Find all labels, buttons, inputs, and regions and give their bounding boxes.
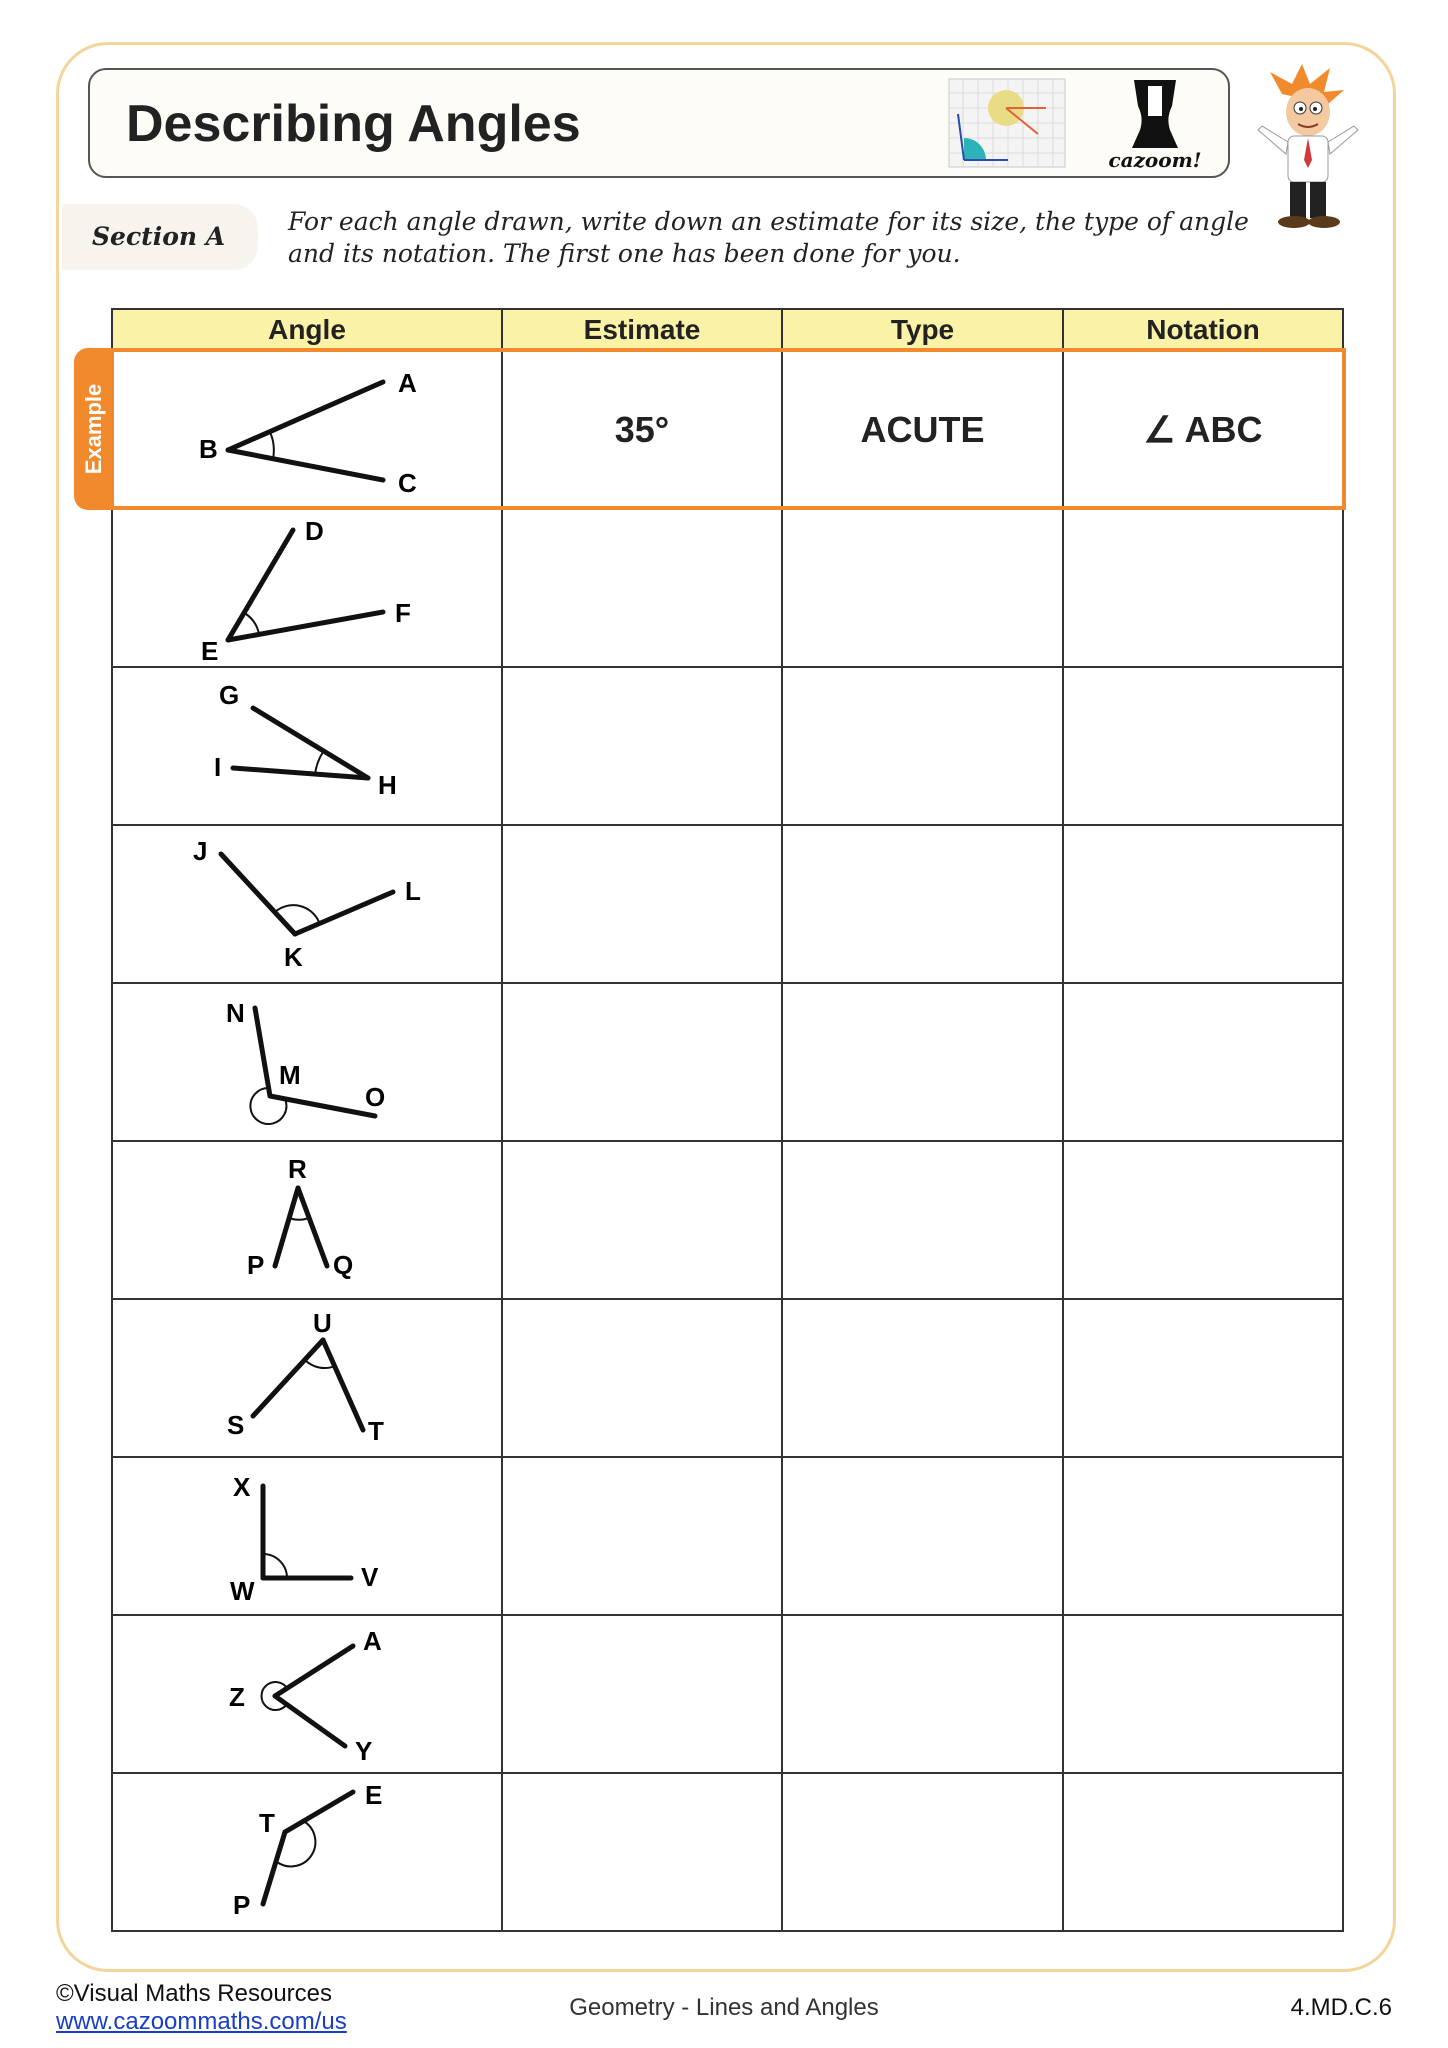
instructions-text: For each angle drawn, write down an estimate for its size, the type of angle and its notation. The first one has been done for you. <box>288 207 1249 268</box>
notation-answer-cell[interactable] <box>1063 1615 1343 1773</box>
example-notation: ∠ ABC <box>1063 351 1343 509</box>
point-label: R <box>288 1154 307 1184</box>
point-label: M <box>279 1060 301 1090</box>
table-row <box>112 983 1343 1141</box>
estimate-answer-cell[interactable] <box>502 1615 782 1773</box>
angle-drawing-cell <box>112 1773 502 1931</box>
point-label: Z <box>229 1682 245 1712</box>
angles-table <box>111 308 1344 1932</box>
angle-etp-diagram <box>113 1774 503 1930</box>
angle-drawing-cell <box>112 509 502 667</box>
cazoom-logo <box>1100 78 1210 172</box>
angle-drawing-cell <box>112 1141 502 1299</box>
example-tab-label: Example <box>81 383 106 475</box>
title-banner <box>88 68 1230 178</box>
point-label: O <box>365 1082 386 1112</box>
point-label: S <box>227 1410 245 1440</box>
point-label: E <box>201 636 219 666</box>
example-type: ACUTE <box>782 351 1063 509</box>
angle-drawing-cell <box>112 1299 502 1457</box>
angle-xwv-diagram <box>113 1458 503 1614</box>
notation-answer-cell[interactable] <box>1063 825 1343 983</box>
estimate-answer-cell[interactable] <box>502 1457 782 1615</box>
column-header-estimate: Estimate <box>502 309 782 351</box>
angle-def-diagram <box>113 510 503 666</box>
type-answer-cell[interactable] <box>782 1615 1063 1773</box>
point-label: A <box>398 368 417 398</box>
angle-rpq-diagram <box>113 1142 503 1298</box>
angle-drawing-cell <box>112 667 502 825</box>
point-label: C <box>398 468 417 498</box>
point-label: P <box>247 1250 265 1280</box>
copyright-text: ©Visual Maths Resources <box>56 1980 333 2007</box>
angle-nmo-diagram <box>113 984 503 1140</box>
column-header-angle: Angle <box>112 309 502 351</box>
table-row <box>112 667 1343 825</box>
type-answer-cell[interactable] <box>782 1299 1063 1457</box>
table-row <box>112 1457 1343 1615</box>
type-answer-cell[interactable] <box>782 983 1063 1141</box>
type-answer-cell[interactable] <box>782 1457 1063 1615</box>
table-row <box>112 825 1343 983</box>
point-label: N <box>226 998 245 1028</box>
angle-drawing-cell <box>112 1457 502 1615</box>
point-label: F <box>395 598 411 628</box>
notation-answer-cell[interactable] <box>1063 667 1343 825</box>
type-answer-cell[interactable] <box>782 1141 1063 1299</box>
table-row <box>112 1299 1343 1457</box>
section-label: Section A <box>62 204 258 270</box>
angle-drawing-cell <box>112 825 502 983</box>
point-label: H <box>378 770 397 800</box>
point-label: A <box>363 1626 382 1656</box>
angle-drawing-cell <box>112 1615 502 1773</box>
notation-answer-cell[interactable] <box>1063 1141 1343 1299</box>
angle-ust-diagram <box>113 1300 503 1456</box>
point-label: X <box>233 1472 251 1502</box>
angles-graphic-icon <box>948 78 1066 168</box>
point-label: T <box>368 1416 384 1446</box>
table-row <box>112 509 1343 667</box>
estimate-answer-cell[interactable] <box>502 509 782 667</box>
point-label: P <box>233 1890 251 1920</box>
example-tab <box>74 348 114 510</box>
type-answer-cell[interactable] <box>782 509 1063 667</box>
angle-ghi-diagrams <box>113 668 503 824</box>
point-label: Q <box>333 1250 354 1280</box>
footer-standard-code: 4.MD.C.6 <box>1290 1994 1392 2021</box>
example-estimate: 35° <box>502 351 782 509</box>
point-label: L <box>405 876 421 906</box>
estimate-answer-cell[interactable] <box>502 1773 782 1931</box>
angle-drawing-cell <box>112 983 502 1141</box>
website-link[interactable]: www.cazoommaths.com/us <box>56 2008 347 2035</box>
page-title: Describing Angles <box>126 95 581 153</box>
notation-answer-cell[interactable] <box>1063 983 1343 1141</box>
notation-answer-cell[interactable] <box>1063 1299 1343 1457</box>
estimate-answer-cell[interactable] <box>502 983 782 1141</box>
angle-drawing-cell <box>112 351 502 509</box>
table-row-example <box>112 351 1343 509</box>
type-answer-cell[interactable] <box>782 1773 1063 1931</box>
point-label: U <box>313 1308 332 1338</box>
point-label: I <box>214 752 222 782</box>
type-answer-cell[interactable] <box>782 825 1063 983</box>
point-label: B <box>199 434 218 464</box>
angle-jkl-diagram <box>113 826 503 982</box>
estimate-answer-cell[interactable] <box>502 1299 782 1457</box>
table-row <box>112 1615 1343 1773</box>
type-answer-cell[interactable] <box>782 667 1063 825</box>
point-label: K <box>284 942 303 972</box>
table-row <box>112 1141 1343 1299</box>
column-header-type: Type <box>782 309 1063 351</box>
notation-answer-cell[interactable] <box>1063 1773 1343 1931</box>
point-label: W <box>230 1576 255 1606</box>
table-header-row <box>112 309 1343 351</box>
angle-abc-diagram <box>113 352 503 508</box>
point-label: Y <box>355 1736 373 1766</box>
table-row <box>112 1773 1343 1931</box>
notation-answer-cell[interactable] <box>1063 1457 1343 1615</box>
point-label: V <box>361 1562 379 1592</box>
estimate-answer-cell[interactable] <box>502 667 782 825</box>
estimate-answer-cell[interactable] <box>502 1141 782 1299</box>
estimate-answer-cell[interactable] <box>502 825 782 983</box>
footer-topic: Geometry - Lines and Angles <box>569 1994 879 2021</box>
point-label: T <box>259 1808 275 1838</box>
cazoom-bust-icon <box>1100 78 1210 150</box>
angle-azy-diagram <box>113 1616 503 1772</box>
point-label: J <box>193 836 208 866</box>
point-label: G <box>219 680 240 710</box>
column-header-notation: Notation <box>1063 309 1343 351</box>
point-label: D <box>305 516 324 546</box>
notation-answer-cell[interactable] <box>1063 509 1343 667</box>
cazoom-logo-text: cazoom! <box>1108 148 1202 172</box>
point-label: E <box>365 1780 383 1810</box>
